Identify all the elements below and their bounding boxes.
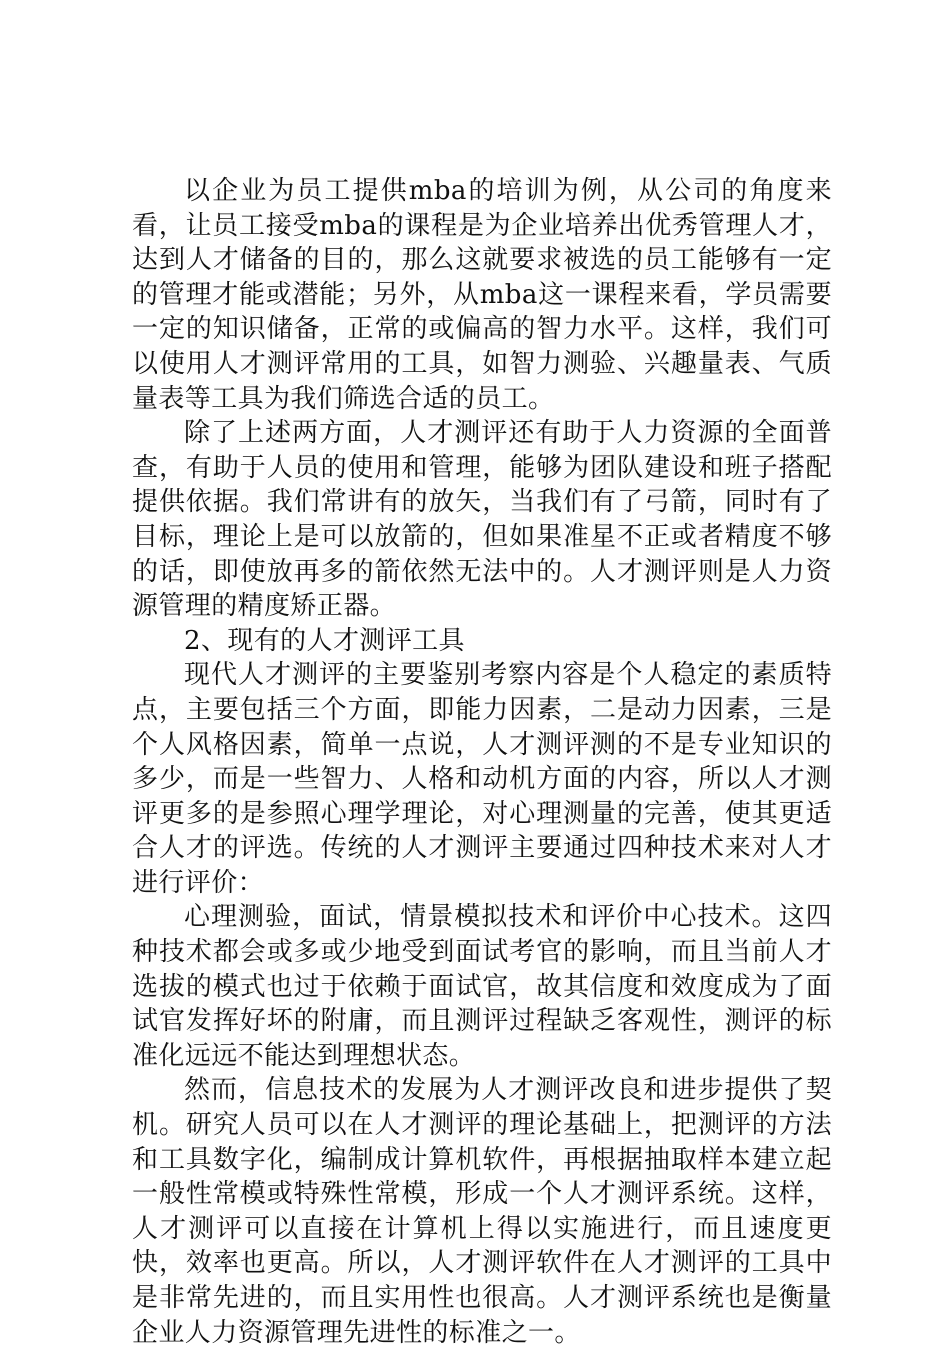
document-page: [132, 174, 832, 1350]
paragraph-mba-training: 以企业为员工提供mba的培训为例，从公司的角度来看，让员工接受mba的课程是为企业培养出优秀管理人才，达到人才储备的目的，那么这就要求被选的员工能够有一定的管理才能或潜能；另外，从mba这一课程来看，学员需要一定的知识储备，正常的或偏高的智力水平。这样，我们可以使用人才测评常用的工具，如智力测验、兴趣量表、气质量表等工具为我们筛选合适的员工。: [132, 176, 832, 414]
paragraph-hr-census: 除了上述两方面，人才测评还有助于人力资源的全面普查，有助于人员的使用和管理，能够为团队建设和班子搭配提供依据。我们常讲有的放矢，当我们有了弓箭，同时有了目标，理论上是可以放箭的，但如果准星不正或者精度不够的话，即使放再多的箭依然无法中的。人才测评则是人力资源管理的精度矫正器。: [132, 418, 832, 622]
paragraph-information-technology: 然而，信息技术的发展为人才测评改良和进步提供了契机。研究人员可以在人才测评的理论基础上，把测评的方法和工具数字化，编制成计算机软件，再根据抽取样本建立起一般性常模或特殊性常模，形成一个人才测评系统。这样，人才测评可以直接在计算机上得以实施进行，而且速度更快，效率也更高。所以，人才测评软件在人才测评的工具中是非常先进的，而且实用性也很高。人才测评系统也是衡量企业人力资源管理先进性的标准之一。: [132, 1075, 832, 1348]
paragraph-assessment-content: 现代人才测评的主要鉴别考察内容是个人稳定的素质特点，主要包括三个方面，即能力因素，二是动力因素，三是个人风格因素，简单一点说，人才测评测的不是专业知识的多少，而是一些智力、人格和动机方面的内容，所以人才测评更多的是参照心理学理论，对心理测量的完善，使其更适合人才的评选。传统的人才测评主要通过四种技术来对人才进行评价：: [132, 660, 832, 898]
paragraph-assessment-techniques: 心理测验，面试，情景模拟技术和评价中心技术。这四种技术都会或多或少地受到面试考官的影响，而且当前人才选拔的模式也过于依赖于面试官，故其信度和效度成为了面试官发挥好坏的附庸，而且测评过程缺乏客观性，测评的标准化远远不能达到理想状态。: [132, 902, 832, 1071]
section-heading: 2、现有的人才测评工具: [184, 625, 465, 656]
